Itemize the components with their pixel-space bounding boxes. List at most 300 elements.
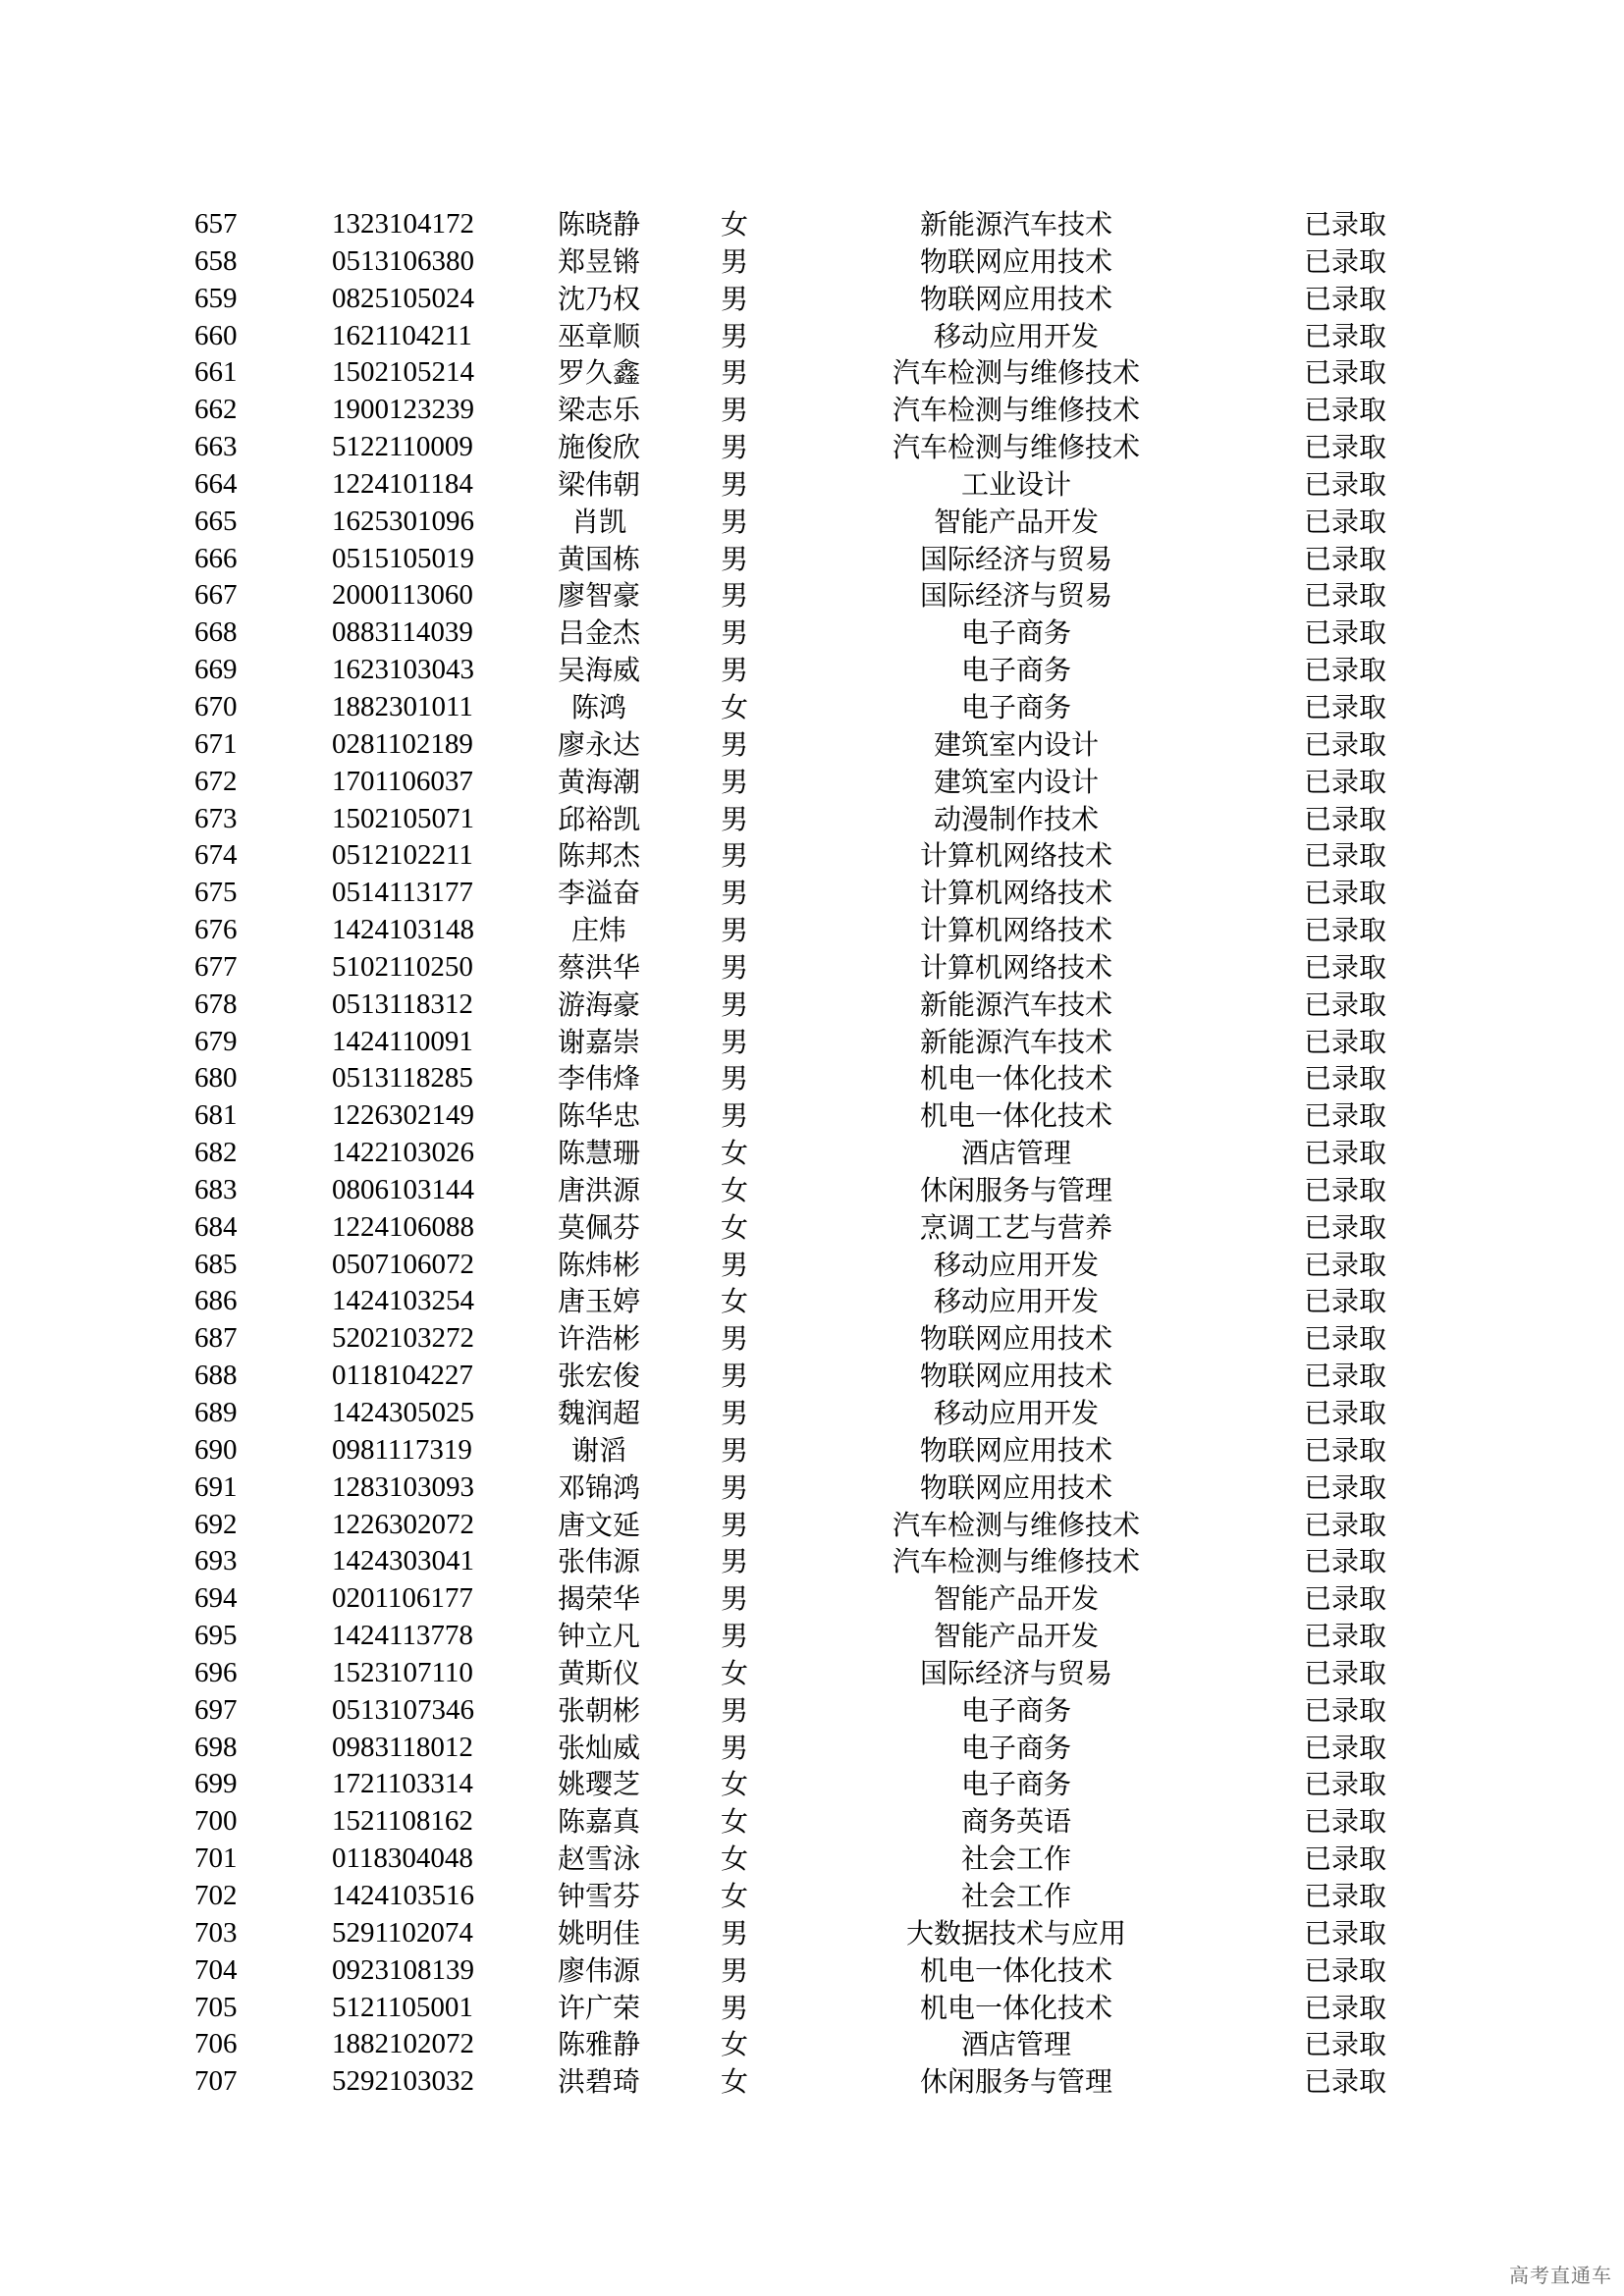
admission-status: 已录取 <box>1303 431 1386 464</box>
gender: 男 <box>720 542 748 575</box>
gender: 男 <box>720 988 748 1021</box>
major: 商务英语 <box>960 1805 1071 1839</box>
row-number: 664 <box>194 467 238 500</box>
gender: 男 <box>720 1248 748 1281</box>
gender: 女 <box>720 1805 748 1839</box>
row-number: 661 <box>194 356 238 389</box>
major: 工业设计 <box>960 467 1071 501</box>
row-number: 677 <box>194 950 238 983</box>
table-row <box>0 541 1624 578</box>
major: 社会工作 <box>960 1842 1071 1876</box>
row-number: 703 <box>194 1916 238 1949</box>
major: 机电一体化技术 <box>919 1953 1112 1987</box>
table-row <box>0 466 1624 504</box>
major: 智能产品开发 <box>933 1582 1099 1616</box>
major: 休闲服务与管理 <box>919 1173 1112 1206</box>
admission-status: 已录取 <box>1303 1991 1386 2024</box>
student-name: 吕金杰 <box>557 616 640 650</box>
table-row <box>0 875 1624 912</box>
table-row <box>0 1209 1624 1247</box>
student-name: 钟立凡 <box>557 1620 640 1653</box>
row-number: 683 <box>194 1173 238 1205</box>
candidate-id: 1882301011 <box>332 690 473 722</box>
student-name: 廖智豪 <box>557 579 640 613</box>
table-row <box>0 1395 1624 1432</box>
row-number: 706 <box>194 2028 238 2060</box>
gender: 男 <box>720 1545 748 1578</box>
gender: 男 <box>720 1693 748 1727</box>
row-number: 669 <box>194 654 238 686</box>
student-name: 廖永达 <box>557 727 640 761</box>
student-name: 钟雪芬 <box>557 1879 640 1912</box>
major: 智能产品开发 <box>933 1620 1099 1653</box>
major: 物联网应用技术 <box>919 1322 1112 1356</box>
candidate-id: 1502105214 <box>332 356 474 389</box>
gender: 男 <box>720 877 748 910</box>
student-name: 肖凯 <box>570 505 626 538</box>
table-row <box>0 354 1624 392</box>
row-number: 701 <box>194 1842 238 1875</box>
major: 移动应用开发 <box>933 319 1099 352</box>
table-row <box>0 912 1624 949</box>
table-row <box>0 1580 1624 1618</box>
row-number: 700 <box>194 1805 238 1838</box>
admission-status: 已录取 <box>1303 1210 1386 1244</box>
admission-status: 已录取 <box>1303 1953 1386 1987</box>
student-name: 谢滔 <box>570 1433 626 1467</box>
student-name: 姚明佳 <box>557 1916 640 1949</box>
student-name: 邓锦鸿 <box>557 1470 640 1504</box>
student-name: 李溢奋 <box>557 877 640 910</box>
admission-status: 已录取 <box>1303 244 1386 278</box>
student-name: 蔡洪华 <box>557 950 640 984</box>
candidate-id: 5121105001 <box>332 1991 473 2023</box>
candidate-id: 1422103026 <box>332 1137 474 1169</box>
admission-status: 已录取 <box>1303 765 1386 798</box>
student-name: 许广荣 <box>557 1991 640 2024</box>
row-number: 697 <box>194 1693 238 1726</box>
candidate-id: 0118304048 <box>332 1842 473 1875</box>
gender: 女 <box>720 1768 748 1801</box>
row-number: 685 <box>194 1248 238 1280</box>
student-name: 游海豪 <box>557 988 640 1021</box>
student-name: 巫章顺 <box>557 319 640 352</box>
gender: 男 <box>720 1099 748 1133</box>
admission-status: 已录取 <box>1303 1285 1386 1318</box>
row-number: 695 <box>194 1620 238 1652</box>
major: 电子商务 <box>960 1768 1071 1801</box>
candidate-id: 0515105019 <box>332 542 474 574</box>
table-row <box>0 1507 1624 1544</box>
admission-status: 已录取 <box>1303 1025 1386 1058</box>
admission-status: 已录取 <box>1303 1062 1386 1095</box>
row-number: 662 <box>194 394 238 426</box>
row-number: 688 <box>194 1360 238 1392</box>
candidate-id: 0513118285 <box>332 1062 473 1095</box>
admission-status: 已录取 <box>1303 802 1386 835</box>
student-name: 赵雪泳 <box>557 1842 640 1876</box>
major: 酒店管理 <box>960 1137 1071 1170</box>
row-number: 674 <box>194 839 238 872</box>
major: 新能源汽车技术 <box>919 988 1112 1021</box>
row-number: 657 <box>194 208 238 240</box>
major: 计算机网络技术 <box>919 950 1112 984</box>
major: 机电一体化技术 <box>919 1099 1112 1133</box>
admission-status: 已录取 <box>1303 1768 1386 1801</box>
table-row <box>0 801 1624 838</box>
admission-status: 已录取 <box>1303 356 1386 390</box>
gender: 男 <box>720 1322 748 1356</box>
gender: 女 <box>720 208 748 240</box>
gender: 男 <box>720 1433 748 1467</box>
table-row <box>0 614 1624 652</box>
table-row <box>0 1990 1624 2027</box>
candidate-id: 5122110009 <box>332 431 473 463</box>
table-row <box>0 1766 1624 1803</box>
admission-status: 已录取 <box>1303 1322 1386 1356</box>
row-number: 693 <box>194 1545 238 1577</box>
student-name: 洪碧琦 <box>557 2065 640 2099</box>
table-row <box>0 577 1624 614</box>
candidate-id: 1621104211 <box>332 319 472 351</box>
row-number: 678 <box>194 988 238 1020</box>
student-name: 张朝彬 <box>557 1693 640 1727</box>
candidate-id: 1226302149 <box>332 1099 474 1132</box>
row-number: 665 <box>194 505 238 537</box>
student-name: 唐洪源 <box>557 1173 640 1206</box>
student-name: 唐文延 <box>557 1508 640 1541</box>
major: 烹调工艺与营养 <box>919 1210 1112 1244</box>
student-name: 郑昱锵 <box>557 244 640 278</box>
table-row <box>0 726 1624 764</box>
table-row <box>0 1655 1624 1692</box>
student-name: 谢嘉崇 <box>557 1025 640 1058</box>
gender: 男 <box>720 1991 748 2024</box>
gender: 男 <box>720 1360 748 1393</box>
gender: 男 <box>720 765 748 798</box>
student-name: 庄炜 <box>570 914 626 947</box>
row-number: 699 <box>194 1768 238 1800</box>
candidate-id: 2000113060 <box>332 579 473 612</box>
row-number: 667 <box>194 579 238 612</box>
major: 动漫制作技术 <box>933 802 1099 835</box>
table-row <box>0 1097 1624 1135</box>
admission-status: 已录取 <box>1303 1137 1386 1170</box>
gender: 女 <box>720 1842 748 1876</box>
major: 计算机网络技术 <box>919 839 1112 873</box>
major: 移动应用开发 <box>933 1248 1099 1281</box>
student-name: 廖伟源 <box>557 1953 640 1987</box>
major: 国际经济与贸易 <box>919 579 1112 613</box>
gender: 男 <box>720 727 748 761</box>
gender: 女 <box>720 1173 748 1206</box>
candidate-id: 1226302072 <box>332 1508 474 1540</box>
student-name: 施俊欣 <box>557 431 640 464</box>
major: 机电一体化技术 <box>919 1991 1112 2024</box>
candidate-id: 0923108139 <box>332 1953 474 1986</box>
student-name: 陈邦杰 <box>557 839 640 873</box>
major: 休闲服务与管理 <box>919 2065 1112 2099</box>
admission-status: 已录取 <box>1303 1656 1386 1689</box>
major: 汽车检测与维修技术 <box>892 394 1140 427</box>
major: 酒店管理 <box>960 2028 1071 2061</box>
gender: 男 <box>720 505 748 538</box>
major: 汽车检测与维修技术 <box>892 431 1140 464</box>
student-name: 魏润超 <box>557 1397 640 1429</box>
candidate-id: 0883114039 <box>332 616 473 649</box>
table-row <box>0 1543 1624 1580</box>
admission-status: 已录取 <box>1303 950 1386 984</box>
candidate-id: 1424110091 <box>332 1025 473 1057</box>
major: 物联网应用技术 <box>919 1433 1112 1467</box>
student-name: 梁志乐 <box>557 394 640 427</box>
student-name: 吴海威 <box>557 654 640 687</box>
student-name: 李伟烽 <box>557 1062 640 1095</box>
student-name: 陈雅静 <box>557 2028 640 2061</box>
row-number: 659 <box>194 282 238 314</box>
major: 智能产品开发 <box>933 505 1099 538</box>
candidate-id: 0806103144 <box>332 1173 474 1205</box>
row-number: 675 <box>194 877 238 909</box>
admission-status: 已录取 <box>1303 1433 1386 1467</box>
table-row <box>0 1952 1624 1990</box>
candidate-id: 1521108162 <box>332 1805 473 1838</box>
admission-status: 已录取 <box>1303 1508 1386 1541</box>
table-row <box>0 1618 1624 1655</box>
candidate-id: 1502105071 <box>332 802 474 834</box>
gender: 男 <box>720 802 748 835</box>
gender: 女 <box>720 1137 748 1170</box>
gender: 男 <box>720 394 748 427</box>
row-number: 658 <box>194 244 238 277</box>
admission-status: 已录取 <box>1303 208 1386 240</box>
candidate-id: 0513106380 <box>332 244 474 277</box>
student-name: 许浩彬 <box>557 1322 640 1356</box>
row-number: 681 <box>194 1099 238 1132</box>
gender: 女 <box>720 690 748 723</box>
table-row <box>0 764 1624 801</box>
student-name: 张灿威 <box>557 1731 640 1764</box>
student-name: 陈华忠 <box>557 1099 640 1133</box>
gender: 男 <box>720 467 748 501</box>
gender: 男 <box>720 1620 748 1653</box>
row-number: 680 <box>194 1062 238 1095</box>
gender: 男 <box>720 914 748 947</box>
major: 电子商务 <box>960 1731 1071 1764</box>
gender: 男 <box>720 1397 748 1429</box>
table-row <box>0 1803 1624 1841</box>
gender: 男 <box>720 1953 748 1987</box>
row-number: 663 <box>194 431 238 463</box>
admission-status: 已录取 <box>1303 1916 1386 1949</box>
table-row <box>0 281 1624 318</box>
major: 电子商务 <box>960 616 1071 650</box>
admission-status: 已录取 <box>1303 2065 1386 2099</box>
row-number: 660 <box>194 319 238 351</box>
admission-status: 已录取 <box>1303 1731 1386 1764</box>
row-number: 668 <box>194 616 238 649</box>
admission-status: 已录取 <box>1303 579 1386 613</box>
admission-status: 已录取 <box>1303 616 1386 650</box>
row-number: 682 <box>194 1137 238 1169</box>
candidate-id: 1623103043 <box>332 654 474 686</box>
admission-status: 已录取 <box>1303 394 1386 427</box>
major: 汽车检测与维修技术 <box>892 1508 1140 1541</box>
row-number: 676 <box>194 914 238 946</box>
admission-status: 已录取 <box>1303 467 1386 501</box>
gender: 男 <box>720 1062 748 1095</box>
candidate-id: 1523107110 <box>332 1656 473 1688</box>
row-number: 707 <box>194 2065 238 2098</box>
candidate-id: 5291102074 <box>332 1916 473 1949</box>
row-number: 705 <box>194 1991 238 2023</box>
gender: 女 <box>720 1285 748 1318</box>
admission-status: 已录取 <box>1303 1805 1386 1839</box>
candidate-id: 1424103148 <box>332 914 474 946</box>
major: 大数据技术与应用 <box>905 1916 1126 1949</box>
candidate-id: 1224106088 <box>332 1210 474 1243</box>
table-row <box>0 1060 1624 1097</box>
row-number: 696 <box>194 1656 238 1688</box>
row-number: 698 <box>194 1731 238 1763</box>
table-row <box>0 504 1624 541</box>
student-name: 张伟源 <box>557 1545 640 1578</box>
row-number: 684 <box>194 1210 238 1243</box>
admission-status: 已录取 <box>1303 914 1386 947</box>
admission-status: 已录取 <box>1303 1360 1386 1393</box>
gender: 男 <box>720 1470 748 1504</box>
row-number: 690 <box>194 1433 238 1466</box>
gender: 女 <box>720 2028 748 2061</box>
candidate-id: 1882102072 <box>332 2028 474 2060</box>
student-name: 张宏俊 <box>557 1360 640 1393</box>
major: 物联网应用技术 <box>919 244 1112 278</box>
candidate-id: 5202103272 <box>332 1322 474 1355</box>
student-name: 沈乃权 <box>557 282 640 315</box>
admission-status: 已录取 <box>1303 1879 1386 1912</box>
candidate-id: 0514113177 <box>332 877 473 909</box>
gender: 女 <box>720 1656 748 1689</box>
candidate-id: 0981117319 <box>332 1433 472 1466</box>
table-row <box>0 837 1624 875</box>
table-row <box>0 1283 1624 1320</box>
candidate-id: 0512102211 <box>332 839 473 872</box>
candidate-id: 0825105024 <box>332 282 474 314</box>
candidate-id: 0201106177 <box>332 1582 473 1615</box>
row-number: 694 <box>194 1582 238 1615</box>
admission-status: 已录取 <box>1303 877 1386 910</box>
table-row <box>0 987 1624 1024</box>
row-number: 686 <box>194 1285 238 1317</box>
candidate-id: 1323104172 <box>332 208 474 240</box>
candidate-id: 0281102189 <box>332 727 473 760</box>
candidate-id: 1424103516 <box>332 1879 474 1911</box>
table-row <box>0 1692 1624 1730</box>
table-row <box>0 2026 1624 2063</box>
table-row <box>0 1024 1624 1061</box>
gender: 男 <box>720 950 748 984</box>
table-row <box>0 1172 1624 1209</box>
admission-status: 已录取 <box>1303 1397 1386 1429</box>
admission-status: 已录取 <box>1303 654 1386 687</box>
gender: 男 <box>720 1025 748 1058</box>
table-row <box>0 1247 1624 1284</box>
student-name: 陈炜彬 <box>557 1248 640 1281</box>
candidate-id: 1424303041 <box>332 1545 474 1577</box>
candidate-id: 1283103093 <box>332 1470 474 1503</box>
major: 建筑室内设计 <box>933 727 1099 761</box>
major: 物联网应用技术 <box>919 282 1112 315</box>
table-row <box>0 1320 1624 1358</box>
major: 汽车检测与维修技术 <box>892 356 1140 390</box>
admission-status: 已录取 <box>1303 542 1386 575</box>
candidate-id: 1625301096 <box>332 505 474 537</box>
table-row <box>0 689 1624 726</box>
admission-status: 已录取 <box>1303 319 1386 352</box>
admission-status: 已录取 <box>1303 1248 1386 1281</box>
major: 新能源汽车技术 <box>919 208 1112 240</box>
admission-status: 已录取 <box>1303 282 1386 315</box>
student-name: 陈嘉真 <box>557 1805 640 1839</box>
gender: 男 <box>720 839 748 873</box>
gender: 男 <box>720 654 748 687</box>
candidate-id: 5292103032 <box>332 2065 474 2098</box>
row-number: 704 <box>194 1953 238 1986</box>
admission-status: 已录取 <box>1303 2028 1386 2061</box>
gender: 男 <box>720 356 748 390</box>
student-name: 黄国栋 <box>557 542 640 575</box>
table-row <box>0 652 1624 689</box>
candidate-id: 1721103314 <box>332 1768 473 1800</box>
major: 移动应用开发 <box>933 1397 1099 1429</box>
gender: 男 <box>720 319 748 352</box>
admission-status: 已录取 <box>1303 727 1386 761</box>
student-name: 揭荣华 <box>557 1582 640 1616</box>
admission-status: 已录取 <box>1303 690 1386 723</box>
table-row <box>0 1841 1624 1878</box>
table-row <box>0 206 1624 243</box>
major: 机电一体化技术 <box>919 1062 1112 1095</box>
major: 新能源汽车技术 <box>919 1025 1112 1058</box>
candidate-id: 1900123239 <box>332 394 474 426</box>
student-name: 梁伟朝 <box>557 467 640 501</box>
row-number: 689 <box>194 1397 238 1428</box>
table-row <box>0 318 1624 355</box>
row-number: 692 <box>194 1508 238 1540</box>
candidate-id: 0513118312 <box>332 988 473 1020</box>
table-row <box>0 949 1624 987</box>
row-number: 666 <box>194 542 238 574</box>
row-number: 673 <box>194 802 238 834</box>
gender: 男 <box>720 431 748 464</box>
gender: 男 <box>720 1582 748 1616</box>
row-number: 687 <box>194 1322 238 1355</box>
major: 移动应用开发 <box>933 1285 1099 1318</box>
admission-status: 已录取 <box>1303 505 1386 538</box>
admission-status: 已录取 <box>1303 1842 1386 1876</box>
table-row <box>0 243 1624 281</box>
student-name: 陈鸿 <box>570 690 626 723</box>
admission-status: 已录取 <box>1303 1470 1386 1504</box>
gender: 男 <box>720 244 748 278</box>
row-number: 691 <box>194 1470 238 1503</box>
gender: 女 <box>720 1210 748 1244</box>
major: 汽车检测与维修技术 <box>892 1545 1140 1578</box>
table-row <box>0 1432 1624 1469</box>
row-number: 702 <box>194 1879 238 1911</box>
admission-status: 已录取 <box>1303 1173 1386 1206</box>
admission-status: 已录取 <box>1303 1620 1386 1653</box>
